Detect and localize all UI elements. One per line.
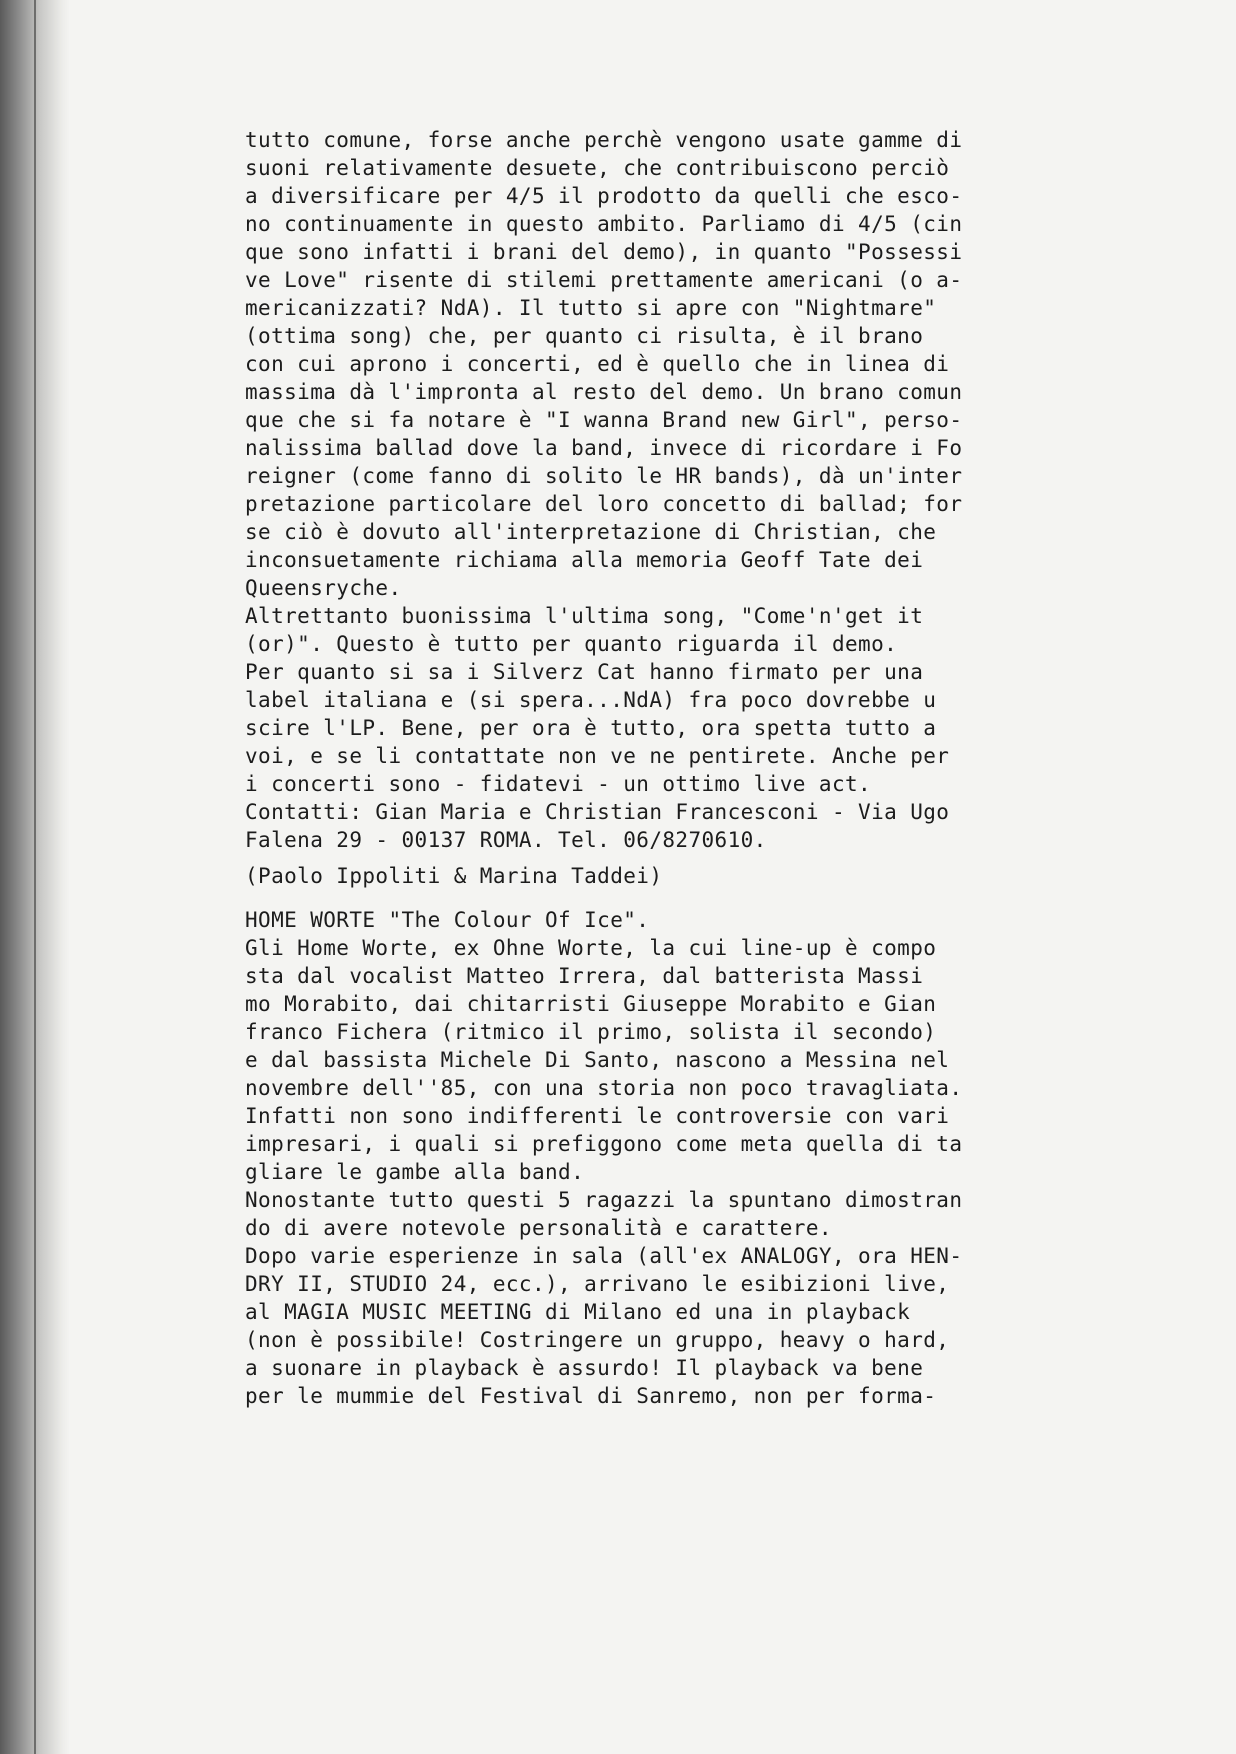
text-line: se ciò è dovuto all'interpretazione di Christian, che [245,520,937,544]
text-line: Altrettanto buonissima l'ultima song, "Come'n'get it [245,604,924,628]
text-line: a suonare in playback è assurdo! Il playback va bene [245,1356,924,1380]
text-line: impresari, i quali si prefiggono come meta quella di ta [245,1132,963,1156]
text-line: no continuamente in questo ambito. Parliamo di 4/5 (cin [245,212,963,236]
text-line: que che si fa notare è "I wanna Brand new Girl", perso- [245,408,963,432]
text-line: con cui aprono i concerti, ed è quello che in linea di [245,352,950,376]
paragraph-gap [245,854,1125,862]
page-binding-line [34,0,36,1754]
text-line: Queensryche. [245,576,402,600]
text-line: nalissima ballad dove la band, invece di ricordare i Fo [245,436,963,460]
text-line: Contatti: Gian Maria e Christian Francesconi - Via Ugo [245,800,950,824]
text-line: a diversificare per 4/5 il prodotto da quelli che esco- [245,184,963,208]
text-line: que sono infatti i brani del demo), in quanto "Possessi [245,240,963,264]
text-line: tutto comune, forse anche perchè vengono usate gamme di [245,128,963,152]
text-line: Falena 29 - 00137 ROMA. Tel. 06/8270610. [245,828,767,852]
article-heading: HOME WORTE "The Colour Of Ice". [245,908,650,932]
text-line: mo Morabito, dai chitarristi Giuseppe Morabito e Gian [245,992,937,1016]
text-line: gliare le gambe alla band. [245,1160,585,1184]
text-line: i concerti sono - fidatevi - un ottimo live act. [245,772,872,796]
text-line: franco Fichera (ritmico il primo, solista il secondo) [245,1020,937,1044]
text-line: suoni relativamente desuete, che contribuiscono perciò [245,156,950,180]
text-line: scire l'LP. Bene, per ora è tutto, ora spetta tutto a [245,716,937,740]
text-line: Per quanto si sa i Silverz Cat hanno firmato per una [245,660,924,684]
text-line: al MAGIA MUSIC MEETING di Milano ed una in playback [245,1300,911,1324]
text-line: Infatti non sono indifferenti le controversie con vari [245,1104,950,1128]
text-line: massima dà l'impronta al resto del demo. Un brano comun [245,380,963,404]
text-line: per le mummie del Festival di Sanremo, non per forma- [245,1384,937,1408]
text-line: sta dal vocalist Matteo Irrera, dal batterista Massi [245,964,924,988]
paragraph-gap [245,890,1125,906]
text-line: (ottima song) che, per quanto ci risulta, è il brano [245,324,924,348]
text-line: label italiana e (si spera...NdA) fra poco dovrebbe u [245,688,937,712]
article-signature: (Paolo Ippoliti & Marina Taddei) [245,864,663,888]
text-line: DRY II, STUDIO 24, ecc.), arrivano le esibizioni live, [245,1272,950,1296]
text-line: Nonostante tutto questi 5 ragazzi la spuntano dimostran [245,1188,963,1212]
text-line: (or)". Questo è tutto per quanto riguarda il demo. [245,632,898,656]
text-line: voi, e se li contattate non ve ne pentirete. Anche per [245,744,950,768]
text-line: Gli Home Worte, ex Ohne Worte, la cui line-up è compo [245,936,937,960]
text-line: ve Love" risente di stilemi prettamente americani (o a- [245,268,963,292]
text-line: mericanizzati? NdA). Il tutto si apre con "Nightmare" [245,296,937,320]
text-line: novembre dell''85, con una storia non poco travagliata. [245,1076,963,1100]
text-line: inconsuetamente richiama alla memoria Geoff Tate dei [245,548,924,572]
text-line: Dopo varie esperienze in sala (all'ex ANALOGY, ora HEN- [245,1244,963,1268]
text-line: (non è possibile! Costringere un gruppo, heavy o hard, [245,1328,950,1352]
text-line: reigner (come fanno di solito le HR bands), dà un'inter [245,464,963,488]
text-line: do di avere notevole personalità e carattere. [245,1216,832,1240]
text-line: pretazione particolare del loro concetto di ballad; for [245,492,963,516]
typewritten-text-block [245,126,1125,1410]
text-line: e dal bassista Michele Di Santo, nascono a Messina nel [245,1048,950,1072]
